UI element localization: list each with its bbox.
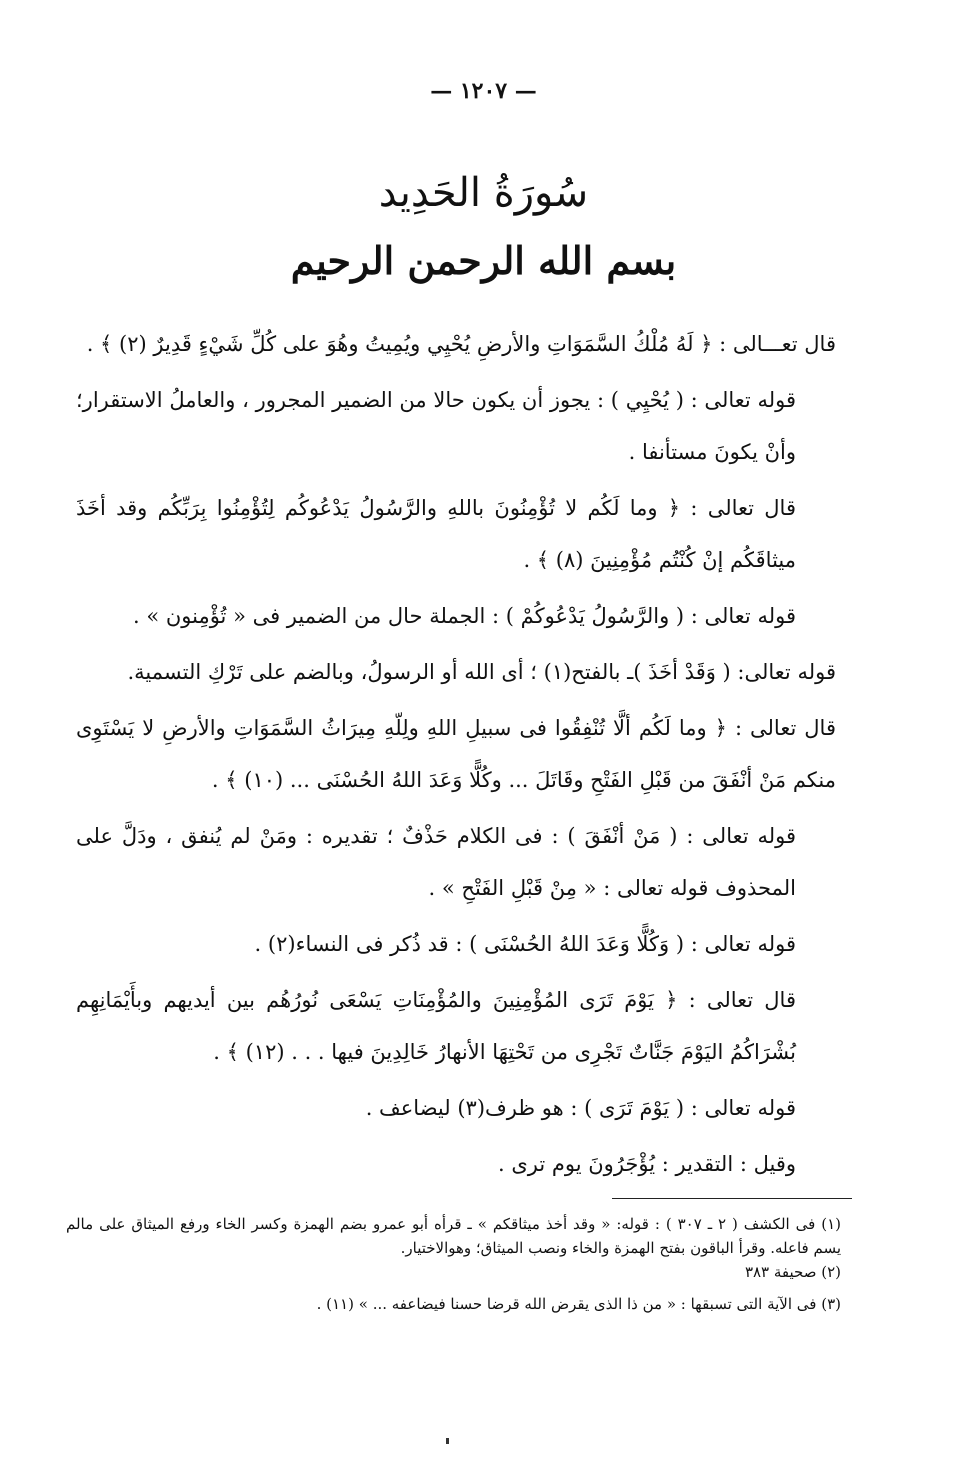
footnotes [66, 1212, 841, 1316]
printer-mark [446, 1438, 449, 1444]
main-text [76, 318, 836, 1194]
footnote-divider [612, 1198, 852, 1199]
verse-paragraph: قال تعالى : ﴿ يَوْمَ تَرَى المُؤْمِنِينَ والمُؤْمِنَاتِ يَسْعَى نُورُهُم بين أيديهم وبأَيْمَانِهِم بُشْرَاكُمُ اليَوْمَ جَنَّاتٌ تَجْرِى من تَحْتِهَا الأنهارُ خَالِدِينَ فيها . . . (١٢) ﴾ . [76, 988, 796, 1064]
commentary-paragraph: قوله تعالى : ( والرَّسُولُ يَدْعُوكُمْ ) : الجملة حال من الضمير فى « تُؤْمِنون » . [132, 604, 796, 628]
commentary-paragraph: قوله تعالى : ( وَكُلًّا وَعَدَ اللهُ الحُسْنَى ) : قد ذُكر فى النساء(٢) . [254, 932, 796, 956]
footnote: (٣) فى الآية التى تسبقها : « من ذا الذى يقرض الله قرضا حسنا فيضاعفه ... » (١١) . [316, 1295, 841, 1313]
surah-title: سُورَةُ الحَدِيد [378, 170, 589, 216]
page-number: — ١٢٠٧ — [430, 78, 537, 104]
commentary-paragraph: قوله تعالى: ( وَقَدْ أخَذَ )ـ بالفتح(١) ؛ أى الله أو الرسولُ، وبالضم على تَرْكِ التسمية. [127, 660, 836, 684]
verse-paragraph: قال تعالى : ﴿ وما لَكُم لا تُؤْمِنُونَ باللهِ والرَّسُولُ يَدْعُوكُم لِتُؤْمِنُوا بِرَبِّكُم وقد أخَذَ ميثاقَكُم إنْ كُنْتُم مُؤْمِنِينَ (٨) ﴾ . [76, 496, 796, 572]
commentary-paragraph: قوله تعالى : ( يَوْمَ تَرَى ) : هو ظرف(٣) ليضاعف . [365, 1096, 796, 1120]
footnote: (١) فى الكشف ( ٢ ـ ٣٠٧ ) : قوله: « وقد أخذ ميثاقكم » ـ قرأه أبو عمرو بضم الهمزة وكسر الخاء ورفع الميثاق على مالم يسم فاعله. وقرأ الباقون بفتح الهمزة والخاء ونصب الميثاق؛ وهوالاختيار. [66, 1215, 841, 1257]
commentary-paragraph: قوله تعالى : ( يُحْيِي ) : يجوز أن يكون حالا من الضمير المجرور ، والعاملُ الاستقرار؛ وأنْ يكونَ مستأنفا . [76, 388, 796, 464]
footnote: (٢) صحيفة ٣٨٣ [744, 1263, 841, 1281]
verse-paragraph: قال تعـــالى : ﴿ لَهُ مُلْكُ السَّمَوَاتِ والأرضِ يُحْيِي ويُمِيتُ وهُوَ على كُلِّ شَيْءٍ قَدِيرٌ (٢) ﴾ . [86, 332, 836, 356]
commentary-paragraph: وقيل : التقدير : يُؤْجَرُونَ يوم ترى . [497, 1152, 796, 1176]
basmala: بسم الله الرحمن الرحيم [290, 238, 677, 283]
verse-paragraph: قال تعالى : ﴿ وما لَكُم ألَّا تُنْفِقُوا فى سبيلِ اللهِ ولِلّهِ مِيرَاثُ السَّمَوَاتِ والأرضِ لا يَسْتَوِى منكم مَنْ أنْفَقَ من قَبْلِ الفَتْحِ وقَاتَلَ ... وكُلًّا وَعَدَ اللهُ الحُسْنَى ... (١٠) ﴾ . [76, 716, 836, 792]
commentary-paragraph: قوله تعالى : ( مَنْ أنْفَقَ ) : فى الكلام حَذْفٌ ؛ تقديره : ومَنْ لم يُنفق ، ودَلَّ على المحذوف قوله تعالى : « مِنْ قَبْلِ الفَتْحِ » . [76, 824, 796, 900]
